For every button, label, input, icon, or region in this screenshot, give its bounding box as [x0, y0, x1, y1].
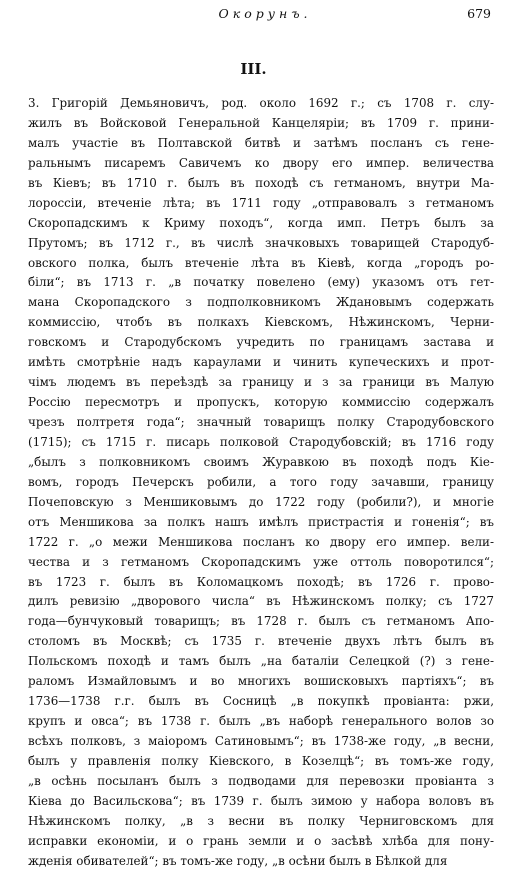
text-line: всѣхъ полковъ, з маіоромъ Сатиновымъ“; въ 1738-же году, „в весни, [28, 734, 494, 748]
text-line: Прутомъ; въ 1712 г., въ числѣ значковыхъ товарищей Стародуб- [28, 235, 494, 250]
text-line: имѣть смотрѣніе надъ караулами и чинить купеческихъ и прот- [28, 355, 494, 370]
text-line: ральнымъ писаремъ Савичемъ ко двору его импер. величества [28, 155, 494, 170]
section-heading: III. [240, 60, 267, 78]
body-paragraph [28, 94, 494, 872]
text-line: овского полка, былъ втеченіе лѣта въ Кіевѣ, когда „городъ ро- [28, 255, 494, 270]
text-line: чества и з гетманомъ Скоропадскимъ уже оттоль поворотился“; [28, 554, 494, 569]
text-line: отъ Меншикова за полкъ нашъ имѣлъ пристрастія и гоненія“; въ [28, 514, 494, 529]
text-line: 1722 г. „о межи Меншикова посланъ ко двору его импер. вели- [28, 534, 494, 549]
text-line: жилъ въ Войсковой Генеральной Канцеляріи; въ 1709 г. прини- [28, 115, 494, 130]
text-line: коммиссію, чтобъ въ полкахъ Кіевскомъ, Нѣжинскомъ, Черни- [28, 315, 494, 330]
text-line: въ Кіевъ; въ 1710 г. былъ въ походѣ съ гетманомъ, внутри Ма- [28, 175, 494, 190]
text-line: лороссіи, втеченіе лѣта; въ 1711 году „отправовалъ з гетманомъ [28, 195, 494, 210]
text-line: мана Скоропадского з подполковникомъ Ждановымъ содержать [28, 295, 494, 310]
text-line: года—бунчуковый товарищъ; въ 1728 г. былъ съ гетманомъ Апо- [28, 614, 494, 629]
text-line: 1736—1738 г.г. былъ въ Сосницѣ „в покупкѣ провіанта: ржи, [28, 694, 494, 709]
text-line: біли“; въ 1713 г. „в початку повелено (ему) указомъ отъ гет- [28, 275, 494, 290]
running-head [0, 6, 507, 24]
text-line: крупъ и овса“; въ 1738 г. былъ „въ наборѣ генерального волов зо [28, 714, 494, 729]
text-line: Кіева до Васильскова“; въ 1739 г. былъ зимою у набора воловъ въ [28, 793, 494, 808]
text-line: чрезъ полтретя года“; значный товарищъ полку Стародубовского [28, 415, 494, 429]
text-line: дилъ ревизію „дворового числа“ въ Нѣжинскомъ полку; съ 1727 [28, 594, 494, 609]
text-line: „былъ з полковникомъ своимъ Журавкою въ походѣ подъ Кіе- [28, 454, 494, 469]
text-line: исправки економіи, и о грань земли и о засѣвѣ хлѣба для пону- [28, 833, 494, 848]
text-line: Нѣжинскомъ полку, „в з весни въ полку Черниговскомъ для [28, 813, 494, 828]
text-line: раломъ Измайловымъ и во многихъ вошисковыхъ партіяхъ“; въ [28, 674, 494, 689]
text-line: 3. Григорій Демьяновичъ, род. около 1692 г.; съ 1708 г. слу- [28, 96, 494, 110]
text-line: „в осѣнь посыланъ былъ з подводами для перевозки провіанта з [28, 773, 494, 788]
text-line: малъ участіе въ Полтавской битвѣ и затѣмъ посланъ съ гене- [28, 135, 494, 150]
text-line: въ 1723 г. былъ въ Коломацкомъ походѣ; въ 1726 г. прово- [28, 574, 494, 589]
text-line: былъ у правленія полку Кіевского, в Козелцѣ“; въ томъ-же году, [28, 753, 494, 768]
text-line: (1715); съ 1715 г. писарь полковой Стародубовскій; въ 1716 году [28, 434, 494, 449]
text-line: Почеповскую з Меншиковымъ до 1722 году (робили?), и многіе [28, 494, 494, 509]
page-number: 679 [467, 6, 491, 21]
text-line: Россію пересмотръ и пропускъ, которую коммиссію содержалъ [28, 395, 494, 410]
text-line: жденія обивателей“; въ томъ-же году, „в осѣни былъ в Бѣлкой для [28, 853, 448, 868]
text-line: Скоропадскимъ к Криму походъ“, когда имп. Петръ былъ за [28, 215, 494, 230]
text-line: вомъ, городъ Печерскъ робили, а того году зачавши, границу [28, 474, 494, 489]
text-line: чімъ людемъ въ переѣздѣ за границу и з за граници въ Малую [28, 375, 494, 390]
text-line: столомъ въ Москвѣ; съ 1735 г. втеченіе двухъ лѣтъ былъ въ [28, 634, 494, 649]
text-line: говскомъ и Стародубскомъ учредить по границамъ застава и [28, 335, 494, 350]
text-line: Польскомъ походѣ и тамъ былъ „на баталіи Селецкой (?) з гене- [28, 654, 494, 669]
running-title: Окорунъ. [218, 6, 312, 21]
